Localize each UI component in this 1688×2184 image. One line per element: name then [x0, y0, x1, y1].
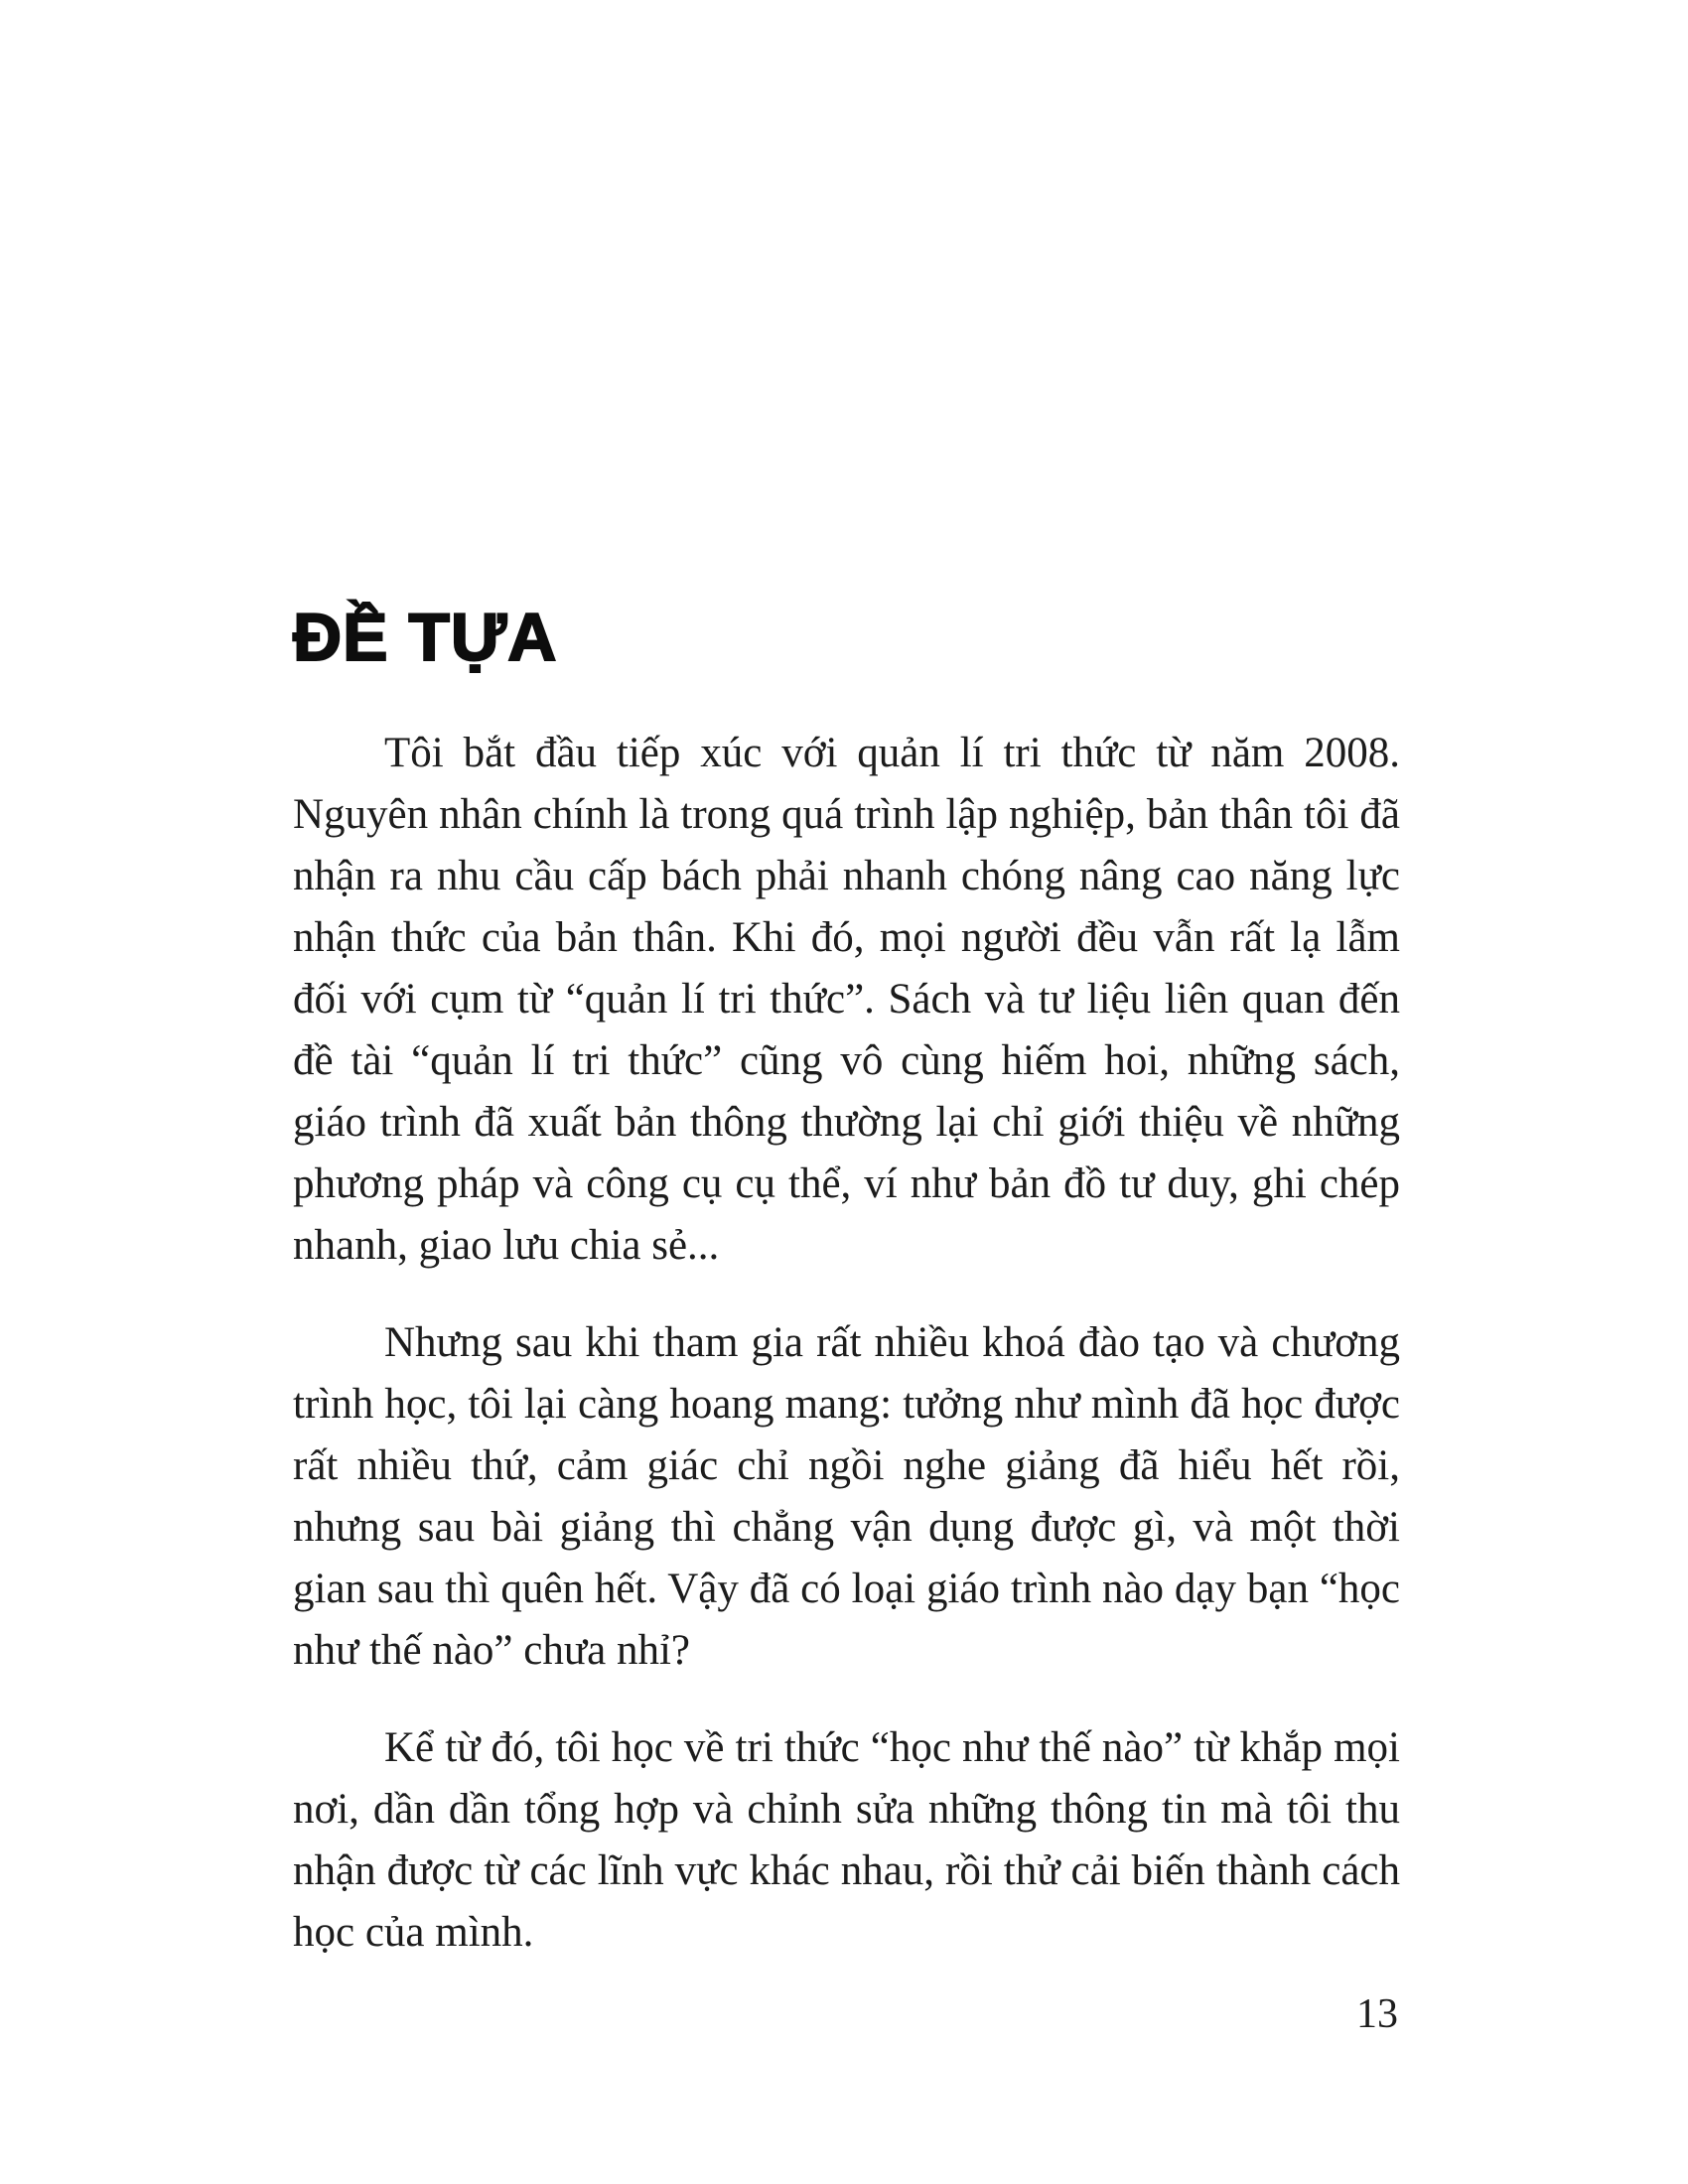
- page-title: ĐỀ TỰA: [293, 600, 558, 675]
- paragraph: Tôi bắt đầu tiếp xúc với quản lí tri thức từ năm 2008. Nguyên nhân chính là trong quá trình lập nghiệp, bản thân tôi đã nhận ra nhu cầu cấp bách phải nhanh chóng nâng cao năng lực nhận thức của bản thân. Khi đó, mọi người đều vẫn rất lạ lẫm đối với cụm từ “quản lí tri thức”. Sách và tư liệu liên quan đến đề tài “quản lí tri thức” cũng vô cùng hiếm hoi, những sách, giáo trình đã xuất bản thông thường lại chỉ giới thiệu về những phương pháp và công cụ cụ thể, ví như bản đồ tư duy, ghi chép nhanh, giao lưu chia sẻ...: [293, 730, 1400, 1269]
- paragraph: Kể từ đó, tôi học về tri thức “học như thế nào” từ khắp mọi nơi, dần dần tổng hợp và chỉnh sửa những thông tin mà tôi thu nhận được từ các lĩnh vực khác nhau, rồi thử cải biến thành cách học của mình.: [293, 1724, 1400, 1956]
- page-number: 13: [1356, 1991, 1398, 2037]
- paragraph: Nhưng sau khi tham gia rất nhiều khoá đào tạo và chương trình học, tôi lại càng hoang mang: tưởng như mình đã học được rất nhiều thứ, cảm giác chỉ ngồi nghe giảng đã hiểu hết rồi, nhưng sau bài giảng thì chẳng vận dụng được gì, và một thời gian sau thì quên hết. Vậy đã có loại giáo trình nào dạy bạn “học như thế nào” chưa nhỉ?: [293, 1319, 1400, 1674]
- page-content: [293, 600, 1400, 1964]
